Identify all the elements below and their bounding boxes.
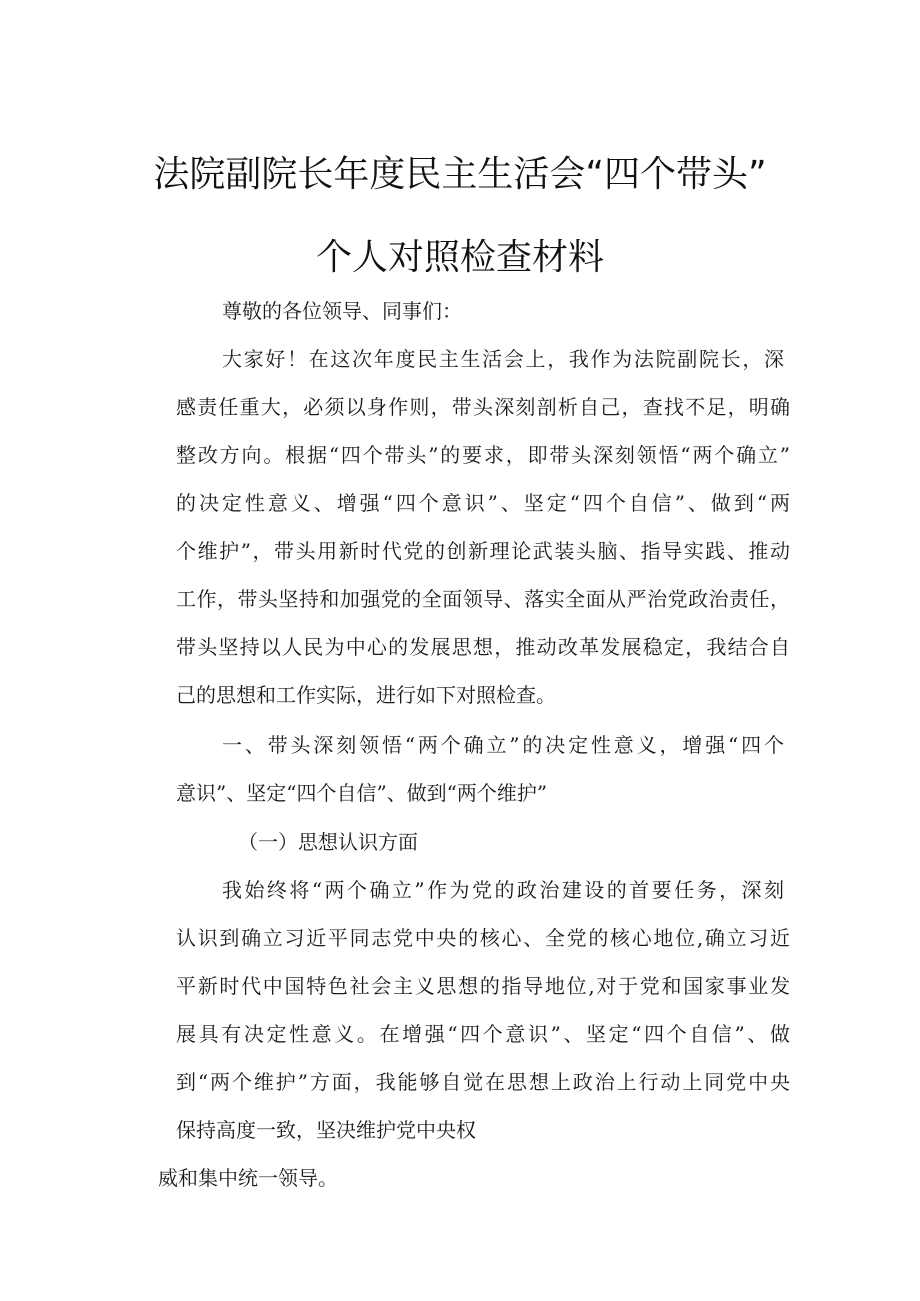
paragraph-line: 整改方向。根据“四个带头”的要求，即带头深刻领悟“两个确立” <box>176 443 790 467</box>
paragraph-line: 个维护”，带头用新时代党的创新理论武装头脑、指导实践、推动 <box>176 539 790 563</box>
paragraph-line: 到“两个维护”方面，我能够自觉在思想上政治上行动上同党中央 <box>176 1070 790 1094</box>
paragraph-line: 大家好！在这次年度民主生活会上，我作为法院副院长，深 <box>222 347 784 371</box>
paragraph-line: 工作，带头坚持和加强党的全面领导、落实全面从严治党政治责任， <box>176 587 790 611</box>
paragraph-line: 展具有决定性意义。在增强“四个意识”、坚定“四个自信”、做 <box>176 1022 790 1046</box>
section-heading-line: 一、带头深刻领悟“两个确立”的决定性意义，增强“四个 <box>222 733 784 757</box>
paragraph-line: 我始终将“两个确立”作为党的政治建设的首要任务，深刻 <box>222 878 784 902</box>
subsection-heading: （一）思想认识方面 <box>238 830 418 854</box>
paragraph-line: 平新时代中国特色社会主义思想的指导地位,对于党和国家事业发 <box>176 974 790 998</box>
document-title-line-1: 法院副院长年度民主生活会“四个带头” <box>153 154 767 195</box>
document-title-line-2: 个人对照检查材料 <box>315 237 604 278</box>
paragraph-line: 威和集中统一领导。 <box>158 1166 338 1190</box>
paragraph-line: 保持高度一致，坚决维护党中央权 <box>176 1118 476 1142</box>
paragraph-line: 带头坚持以人民为中心的发展思想，推动改革发展稳定，我结合自 <box>176 635 790 659</box>
paragraph-line: 己的思想和工作实际，进行如下对照检查。 <box>176 683 556 707</box>
section-heading-line: 意识”、坚定“四个自信”、做到“两个维护” <box>176 781 548 805</box>
salutation: 尊敬的各位领导、同事们： <box>222 299 462 323</box>
paragraph-line: 认识到确立习近平同志党中央的核心、全党的核心地位,确立习近 <box>176 926 790 950</box>
paragraph-line: 感责任重大，必须以身作则，带头深刻剖析自己，查找不足，明确 <box>176 395 790 419</box>
paragraph-line: 的决定性意义、增强“四个意识”、坚定“四个自信”、做到“两 <box>176 491 790 515</box>
